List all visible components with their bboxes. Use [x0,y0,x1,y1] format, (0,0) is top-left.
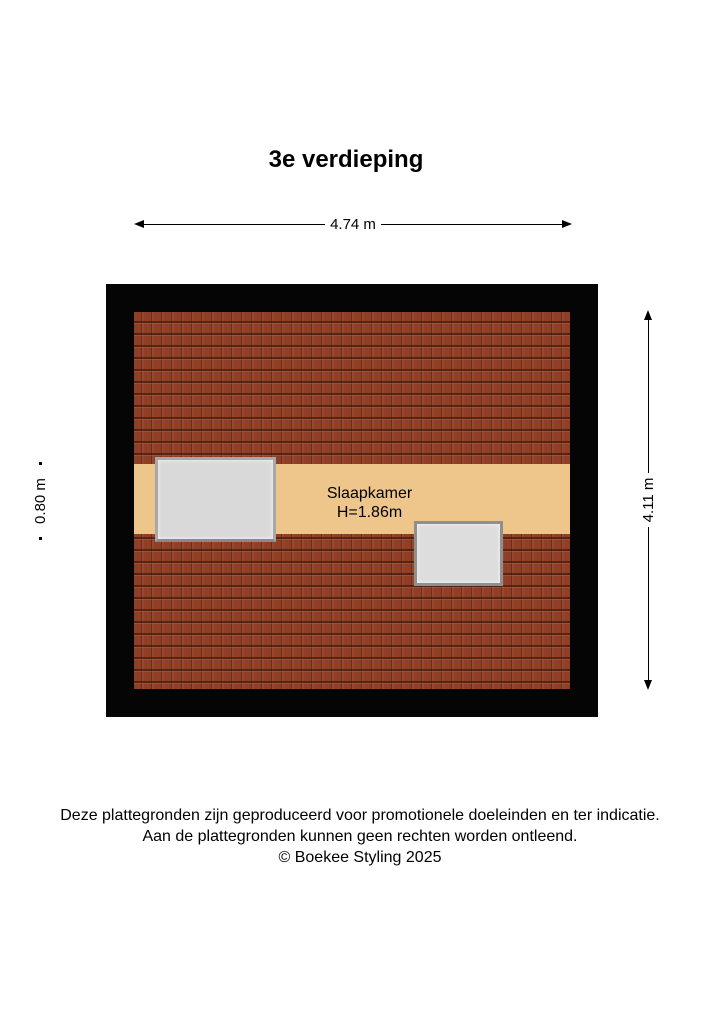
band-dimension [30,462,52,540]
width-label: 4.74 m [325,216,381,233]
floor-plan [106,284,598,717]
disclaimer [0,805,720,868]
skylight-window [155,457,276,542]
dimension-tick [39,537,42,540]
floor-title: 3e verdieping [268,146,424,173]
band-label: 0.80 m [32,473,49,529]
depth-label: 4.11 m [640,473,657,528]
room-height: H=1.86m [336,504,403,521]
room-label [306,484,433,522]
disclaimer-line: Deze plattegronden zijn geproduceerd voor promotionele doeleinden en ter indicatie. [60,807,660,824]
arrow-right-icon [562,220,572,228]
skylight-window [414,521,503,586]
depth-dimension [638,310,660,690]
width-dimension [134,214,572,236]
disclaimer-line: Aan de plattegronden kunnen geen rechten worden ontleend. [142,828,578,845]
room-name: Slaapkamer [326,485,413,502]
copyright-line: © Boekee Styling 2025 [278,849,442,866]
arrow-down-icon [644,680,652,690]
